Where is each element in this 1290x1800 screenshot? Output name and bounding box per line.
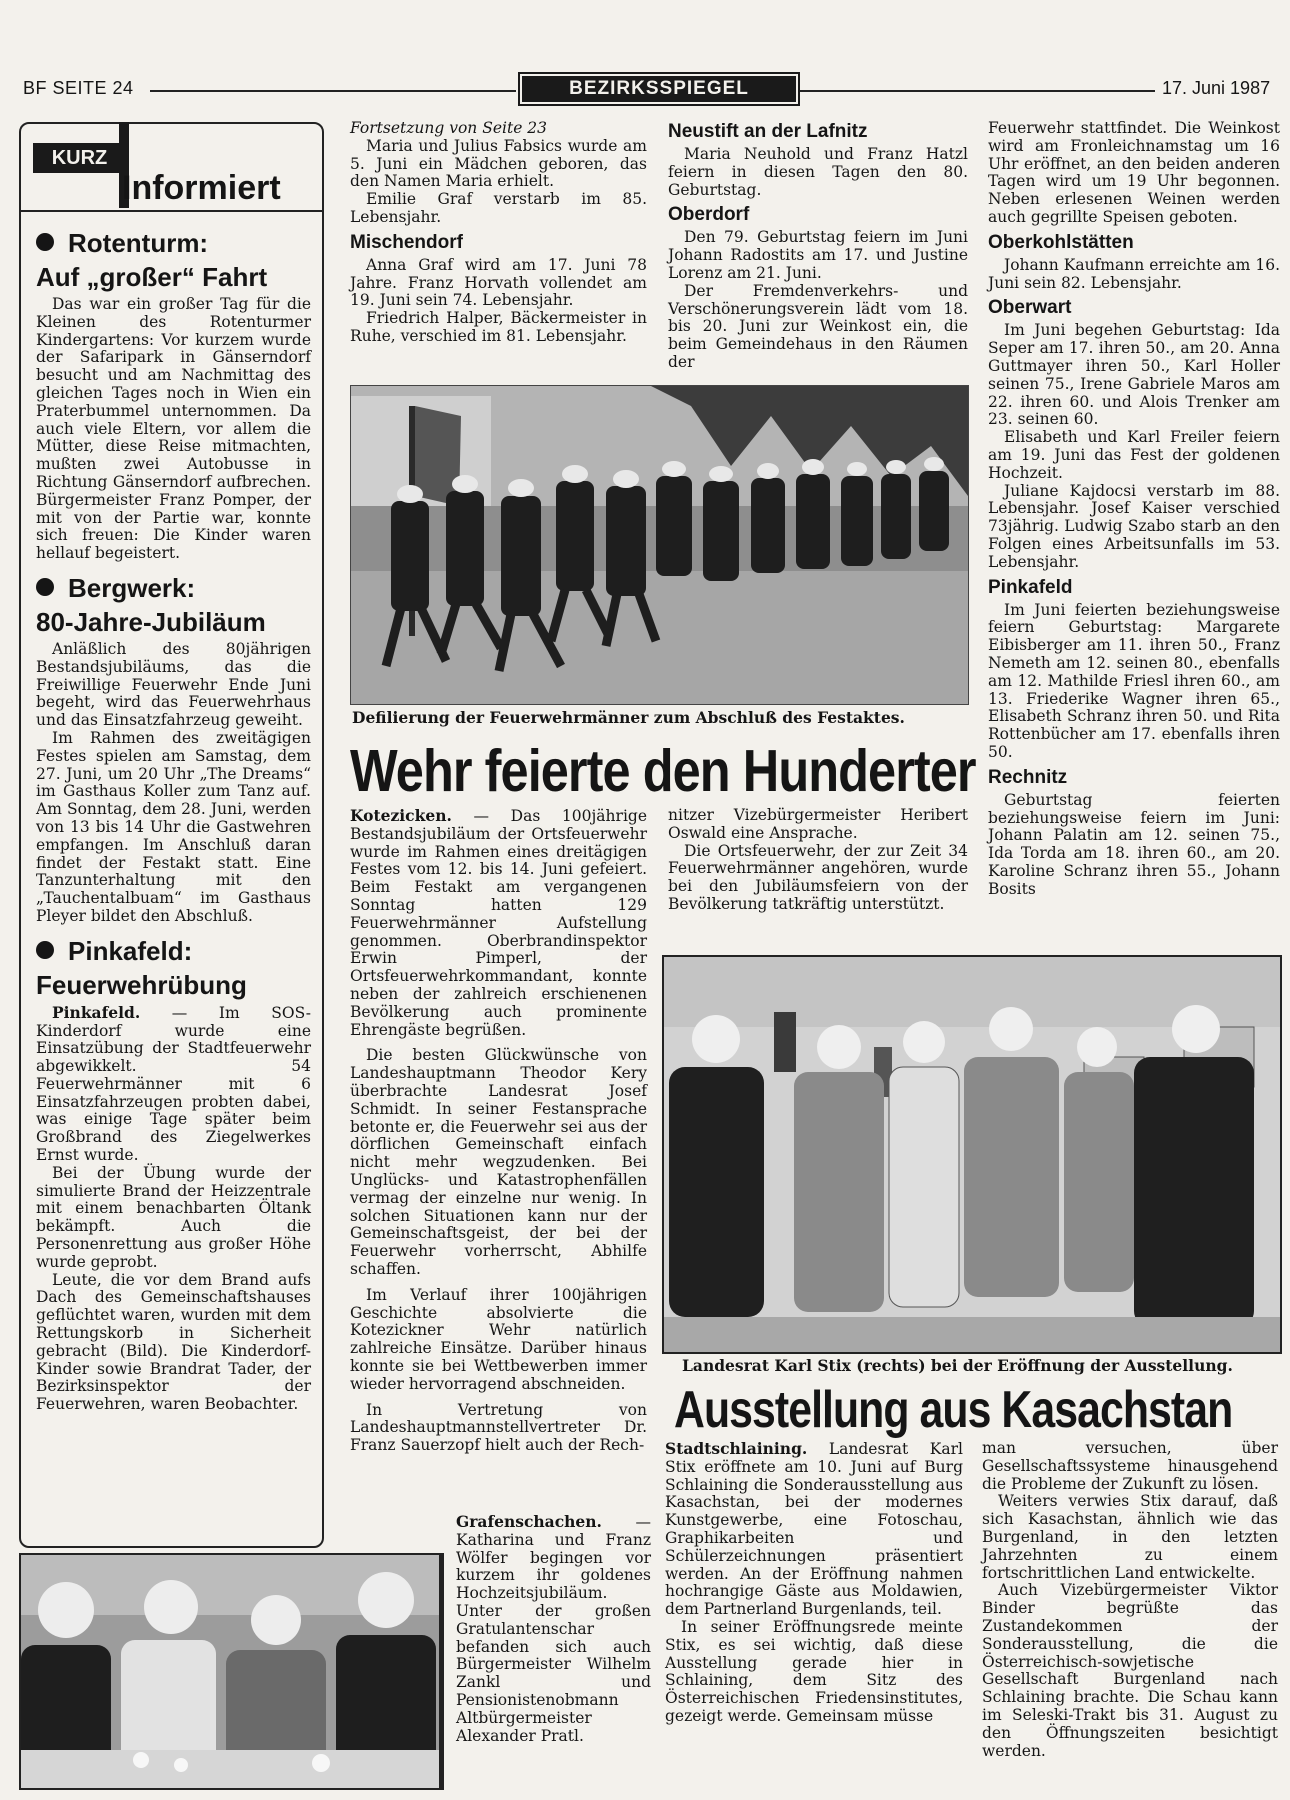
photo-caption-parade: Defilierung der Feuerwehrmänner zum Abschluß des Festaktes. bbox=[352, 708, 905, 727]
bullet-icon bbox=[36, 941, 54, 959]
block-divider bbox=[440, 1553, 444, 1790]
ausstellung-column-left bbox=[665, 1440, 963, 1726]
wehr-column-right bbox=[668, 807, 968, 914]
wedding-photo-image bbox=[21, 1555, 439, 1788]
kurz-subheading-fahrt: Auf „großer“ Fahrt bbox=[36, 262, 268, 292]
news-paragraph: Friedrich Halper, Bäckermeister in Ruhe, verschied im 81. Lebensjahr. bbox=[350, 309, 647, 345]
headline-ausstellung: Ausstellung aus Kasachstan bbox=[674, 1380, 1233, 1439]
exhibition-photo-image bbox=[664, 957, 1280, 1352]
article-paragraph: Weiters verwies Stix darauf, daß sich Kasachstan, ähnlich wie das Burgenland, in den letzten Jahrzehnten zu einem fortschrittlichen Land entwickelte. bbox=[982, 1492, 1278, 1582]
news-paragraph: Geburtstag feierten beziehungsweise feiern im Juni: Johann Palatin am 12. seinen 75., Ida Torda am 18. ihren 60., am 20. Karoline Schranz ihren 55., Johann Bosits bbox=[988, 790, 1280, 898]
column-3-top bbox=[668, 120, 968, 372]
continuation-note: Fortsetzung von Seite 23 bbox=[350, 119, 548, 137]
news-paragraph: Feuerwehr stattfindet. Die Weinkost wird am Fronleichnamstag um 16 Uhr eröffnet, an den beiden anderen Tagen wird um 19 Uhr begonnen. Neben erlesenen Weinen werden auch gegrillte Speisen geboten. bbox=[988, 119, 1280, 226]
kurz-heading-rotenturm: Rotenturm: bbox=[36, 228, 311, 258]
column-4 bbox=[988, 120, 1280, 898]
news-paragraph: Johann Kaufmann erreichte am 16. Juni sein 82. Lebensjahr. bbox=[988, 255, 1280, 292]
news-paragraph: Im Juni begehen Geburtstag: Ida Seper am 17. ihren 50., am 20. Anna Guttmayer ihren 50., Karl Holler seinen 75., Irene Gabriele Maros am 22. ihren 60. und Alois Trenker am 23. seinen 60. bbox=[988, 321, 1280, 429]
golden-wedding-photo bbox=[19, 1553, 441, 1790]
ausstellung-column-right bbox=[982, 1440, 1278, 1760]
kurz-heading-bergwerk: Bergwerk: bbox=[36, 573, 311, 603]
grafenschachen-text bbox=[456, 1513, 651, 1745]
kurz-subheading-jubilaeum: 80-Jahre-Jubiläum bbox=[36, 606, 266, 637]
news-paragraph: Emilie Graf verstarb im 85. Lebensjahr. bbox=[350, 190, 647, 226]
place-heading: Rechnitz bbox=[988, 766, 1068, 788]
news-paragraph: Elisabeth und Karl Freiler feiern am 19. Juni das Fest der goldenen Hochzeit. bbox=[988, 428, 1280, 482]
column-2-top bbox=[350, 120, 647, 346]
kurz-badge: KURZ bbox=[33, 143, 126, 173]
photo-caption-exhibition: Landesrat Karl Stix (rechts) bei der Eröffnung der Ausstellung. bbox=[682, 1356, 1233, 1375]
news-paragraph: Juliane Kajdocsi verstarb im 88. Lebensjahr. Josef Kaiser verschied 73jährig. Ludwig Szabo starb an den Folgen eines Arbeitsunfalls im 53. Lebensjahr. bbox=[988, 481, 1280, 571]
place-heading: Oberwart bbox=[988, 297, 1072, 319]
wehr-column-left bbox=[350, 807, 647, 1455]
kurz-rule bbox=[19, 210, 322, 212]
kurz-paragraph: Im Rahmen des zweitägigen Festes spielen am Samstag, dem 27. Juni, um 20 Uhr „The Dreams“ im Gasthaus Koller zum Tanz auf. Am Sonntag, dem 28. Juni, werden von 13 bis 14 Uhr die Gastwehren empfangen. Im Anschluß daran findet der Festakt statt. Eine Tanzunterhaltung mit den „Tauchentalbuam“ im Gasthaus Pleyer bildet den Abschluß. bbox=[36, 728, 311, 925]
article-paragraph: Grafenschachen. — Katharina und Franz Wölfer begingen vor kurzem ihr goldenes Hochzeitsjubiläum. Unter der großen Gratulantenschar befanden sich auch Bürgermeister Wilhelm Zankl und Pensionistenobmann Altbürgermeister Alexander Pratl. bbox=[456, 1512, 651, 1745]
parade-photo-image bbox=[351, 386, 968, 704]
header-rule-right bbox=[800, 90, 1155, 92]
article-paragraph: Stadtschlaining. Landesrat Karl Stix eröffnete am 10. Juni auf Burg Schlaining die Sonderausstellung aus Kasachstan, bei der modernes Kunstgewerbe, eine Fotoschau, Graphikarbeiten und Schülerzeichnungen präsentiert werden. An der Eröffnung nahmen hochrangige Gäste aus Moldawien, dem Partnerland Burgenlands, teil. bbox=[665, 1439, 963, 1619]
issue-date: 17. Juni 1987 bbox=[1162, 78, 1271, 98]
place-heading: Pinkafeld bbox=[988, 576, 1073, 598]
bullet-icon bbox=[36, 233, 54, 251]
news-paragraph: Im Juni feierten beziehungsweise feiern Geburtstag: Margarete Eibisberger am 11. ihren 50., Franz Nemeth am 12. seinen 80., ebenfalls am 12. Mathilde Friesl ihren 60., am 13. Friederike Wagner ihren 65., Elisabeth Schranz ihren 50. und Rita Rottenbücher am 17. ebenfalls ihren 50. bbox=[988, 600, 1280, 761]
article-paragraph: Die besten Glückwünsche von Landeshauptmann Theodor Kery überbrachte Landesrat Josef Schmidt. In seiner Festansprache betonte er, die Feuerwehr sei aus der dörflichen Gemeinschaft einfach nicht mehr wegzudenken. Bei Unglücks- und Katastrophenfällen vermag der einzelne nur wenig. In solchen Situationen kann nur der Gemeinschaftsgeist, der bei der Feuerwehr vorherrscht, Abhilfe schaffen. bbox=[350, 1046, 647, 1278]
article-paragraph: nitzer Vizebürgermeister Heribert Oswald eine Ansprache. bbox=[668, 806, 968, 842]
place-heading: Mischendorf bbox=[350, 231, 463, 253]
article-paragraph: man versuchen, über Gesellschaftssysteme hinausgehend die Probleme der Zukunft zu lösen. bbox=[982, 1439, 1278, 1493]
kurz-heading-pinkafeld: Pinkafeld: bbox=[36, 936, 311, 966]
page-number: BF SEITE 24 bbox=[23, 78, 134, 98]
kurz-paragraph: Das war ein großer Tag für die Kleinen des Rotenturmer Kindergartens: Vor kurzem wurde der Safaripark in Gänserndorf besucht und am Nachmittag des gleichen Tages noch in Wien ein Praterbummel unternommen. Da auch viele Eltern, vor allem die Mütter, diese Reise mitmachten, mußten zwei Autobusse in Richtung Gänserndorf aufbrechen. Bürgermeister Franz Pomper, der mit von der Partie war, konnte sich freuen: Die Kinder waren hellauf begeistert. bbox=[36, 295, 311, 563]
place-heading: Oberkohlstätten bbox=[988, 231, 1134, 253]
kurz-paragraph: Pinkafeld. — Im SOS-Kinderdorf wurde eine Einsatzübung der Stadtfeuerwehr abgewikkelt. 54 Feuerwehrmänner mit 6 Einsatzfahrzeugen probten dabei, was einige Tage später beim Großbrand des Ziegelwerkes Ernst wurde. bbox=[36, 1002, 311, 1165]
article-paragraph: Kotezicken. — Das 100jährige Bestandsjubiläum der Ortsfeuerwehr wurde im Rahmen eines dreitägigen Festes vom 12. bis 14. Juni gefeiert. Beim Festakt am vergangenen Sonntag hatten 129 Feuerwehrmänner Aufstellung genommen. Oberbrandinspektor Erwin Pimperl, der Ortsfeuerwehrkommandant, konnte neben der zahlreich erschienenen Bevölkerung auch prominente Ehrengäste begrüßen. bbox=[350, 806, 647, 1039]
article-paragraph: Die Ortsfeuerwehr, der zur Zeit 34 Feuerwehrmänner angehören, wurde bei den Jubiläumsfeiern von der Bevölkerung tatkräftig unterstützt. bbox=[668, 841, 968, 913]
news-paragraph: Maria Neuhold und Franz Hatzl feiern in diesen Tagen den 80. Geburtstag. bbox=[668, 145, 968, 199]
article-paragraph: Im Verlauf ihrer 100jährigen Geschichte absolvierte die Kotezickner Wehr natürlich zahlreiche Einsätze. Darüber hinaus konnte sie bei Wettbewerben immer wieder hervorragend abschneiden. bbox=[350, 1285, 647, 1393]
kurz-title: Informiert bbox=[122, 169, 281, 207]
kurz-paragraph: Leute, die vor dem Brand aufs Dach des Gemeinschaftshauses geflüchtet waren, wurden mit dem Rettungskorb in Sicherheit gebracht (Bild). Die Kinderdorf-Kinder sowie Brandrat Tader, der Bezirksinspektor der Feuerwehren, waren Beobachter. bbox=[36, 1270, 311, 1414]
news-paragraph: Anna Graf wird am 17. Juni 78 Jahre. Franz Horvath vollendet am 19. Juni sein 74. Lebensjahr. bbox=[350, 255, 647, 310]
kurz-paragraph: Bei der Übung wurde der simulierte Brand der Heizzentrale mit einem benachbarten Öltank bekämpft. Auch die Personenrettung aus großer Höhe wurde geprobt. bbox=[36, 1163, 311, 1271]
place-heading: Oberdorf bbox=[668, 204, 750, 226]
place-heading: Neustift an der Lafnitz bbox=[668, 121, 868, 142]
kurz-paragraph: Anläßlich des 80jährigen Bestandsjubiläums, das die Freiwillige Feuerwehr Ende Juni begeht, wird das Feuerwehrhaus und das Einsatzfahrzeug geweiht. bbox=[36, 639, 311, 730]
section-title: BEZIRKSSPIEGEL bbox=[518, 72, 800, 106]
news-paragraph: Den 79. Geburtstag feiern im Juni Johann Radostits am 17. und Justine Lorenz am 21. Juni. bbox=[668, 228, 968, 282]
exhibition-opening-photo bbox=[662, 955, 1282, 1354]
news-paragraph: Der Fremdenverkehrs- und Verschönerungsverein lädt vom 18. bis 20. Juni zur Weinkost ein, die beim Gemeindehaus in den Räumen der bbox=[668, 281, 968, 371]
firefighters-parade-photo bbox=[350, 385, 969, 705]
header-rule-left bbox=[150, 90, 516, 92]
kurz-column bbox=[36, 218, 311, 1414]
news-paragraph: Maria und Julius Fabsics wurde am 5. Juni ein Mädchen geboren, das den Namen Maria erhielt. bbox=[350, 136, 647, 191]
article-paragraph: Auch Vizebürgermeister Viktor Binder begrüßte das Zustandekommen der Sonderausstellung, die die Österreichisch-sowjetische Gesellschaft Burgenland nach Schlaining brachte. Die Schau kann im Seleski-Trakt bis 31. August zu den Öffnungszeiten besichtigt werden. bbox=[982, 1581, 1278, 1760]
article-paragraph: In Vertretung von Landeshauptmannstellvertreter Dr. Franz Sauerzopf hielt auch der Rech- bbox=[350, 1400, 647, 1455]
article-paragraph: In seiner Eröffnungsrede meinte Stix, es sei wichtig, daß diese Ausstellung gerade hier in Schlaining, dem Sitz des Österreichischen Friedensinstitutes, gezeigt werde. Gemeinsam müsse bbox=[665, 1617, 963, 1725]
bullet-icon bbox=[36, 578, 54, 596]
kurz-subheading-uebung: Feuerwehrübung bbox=[36, 969, 247, 1000]
headline-wehr: Wehr feierte den Hunderter bbox=[350, 738, 976, 804]
